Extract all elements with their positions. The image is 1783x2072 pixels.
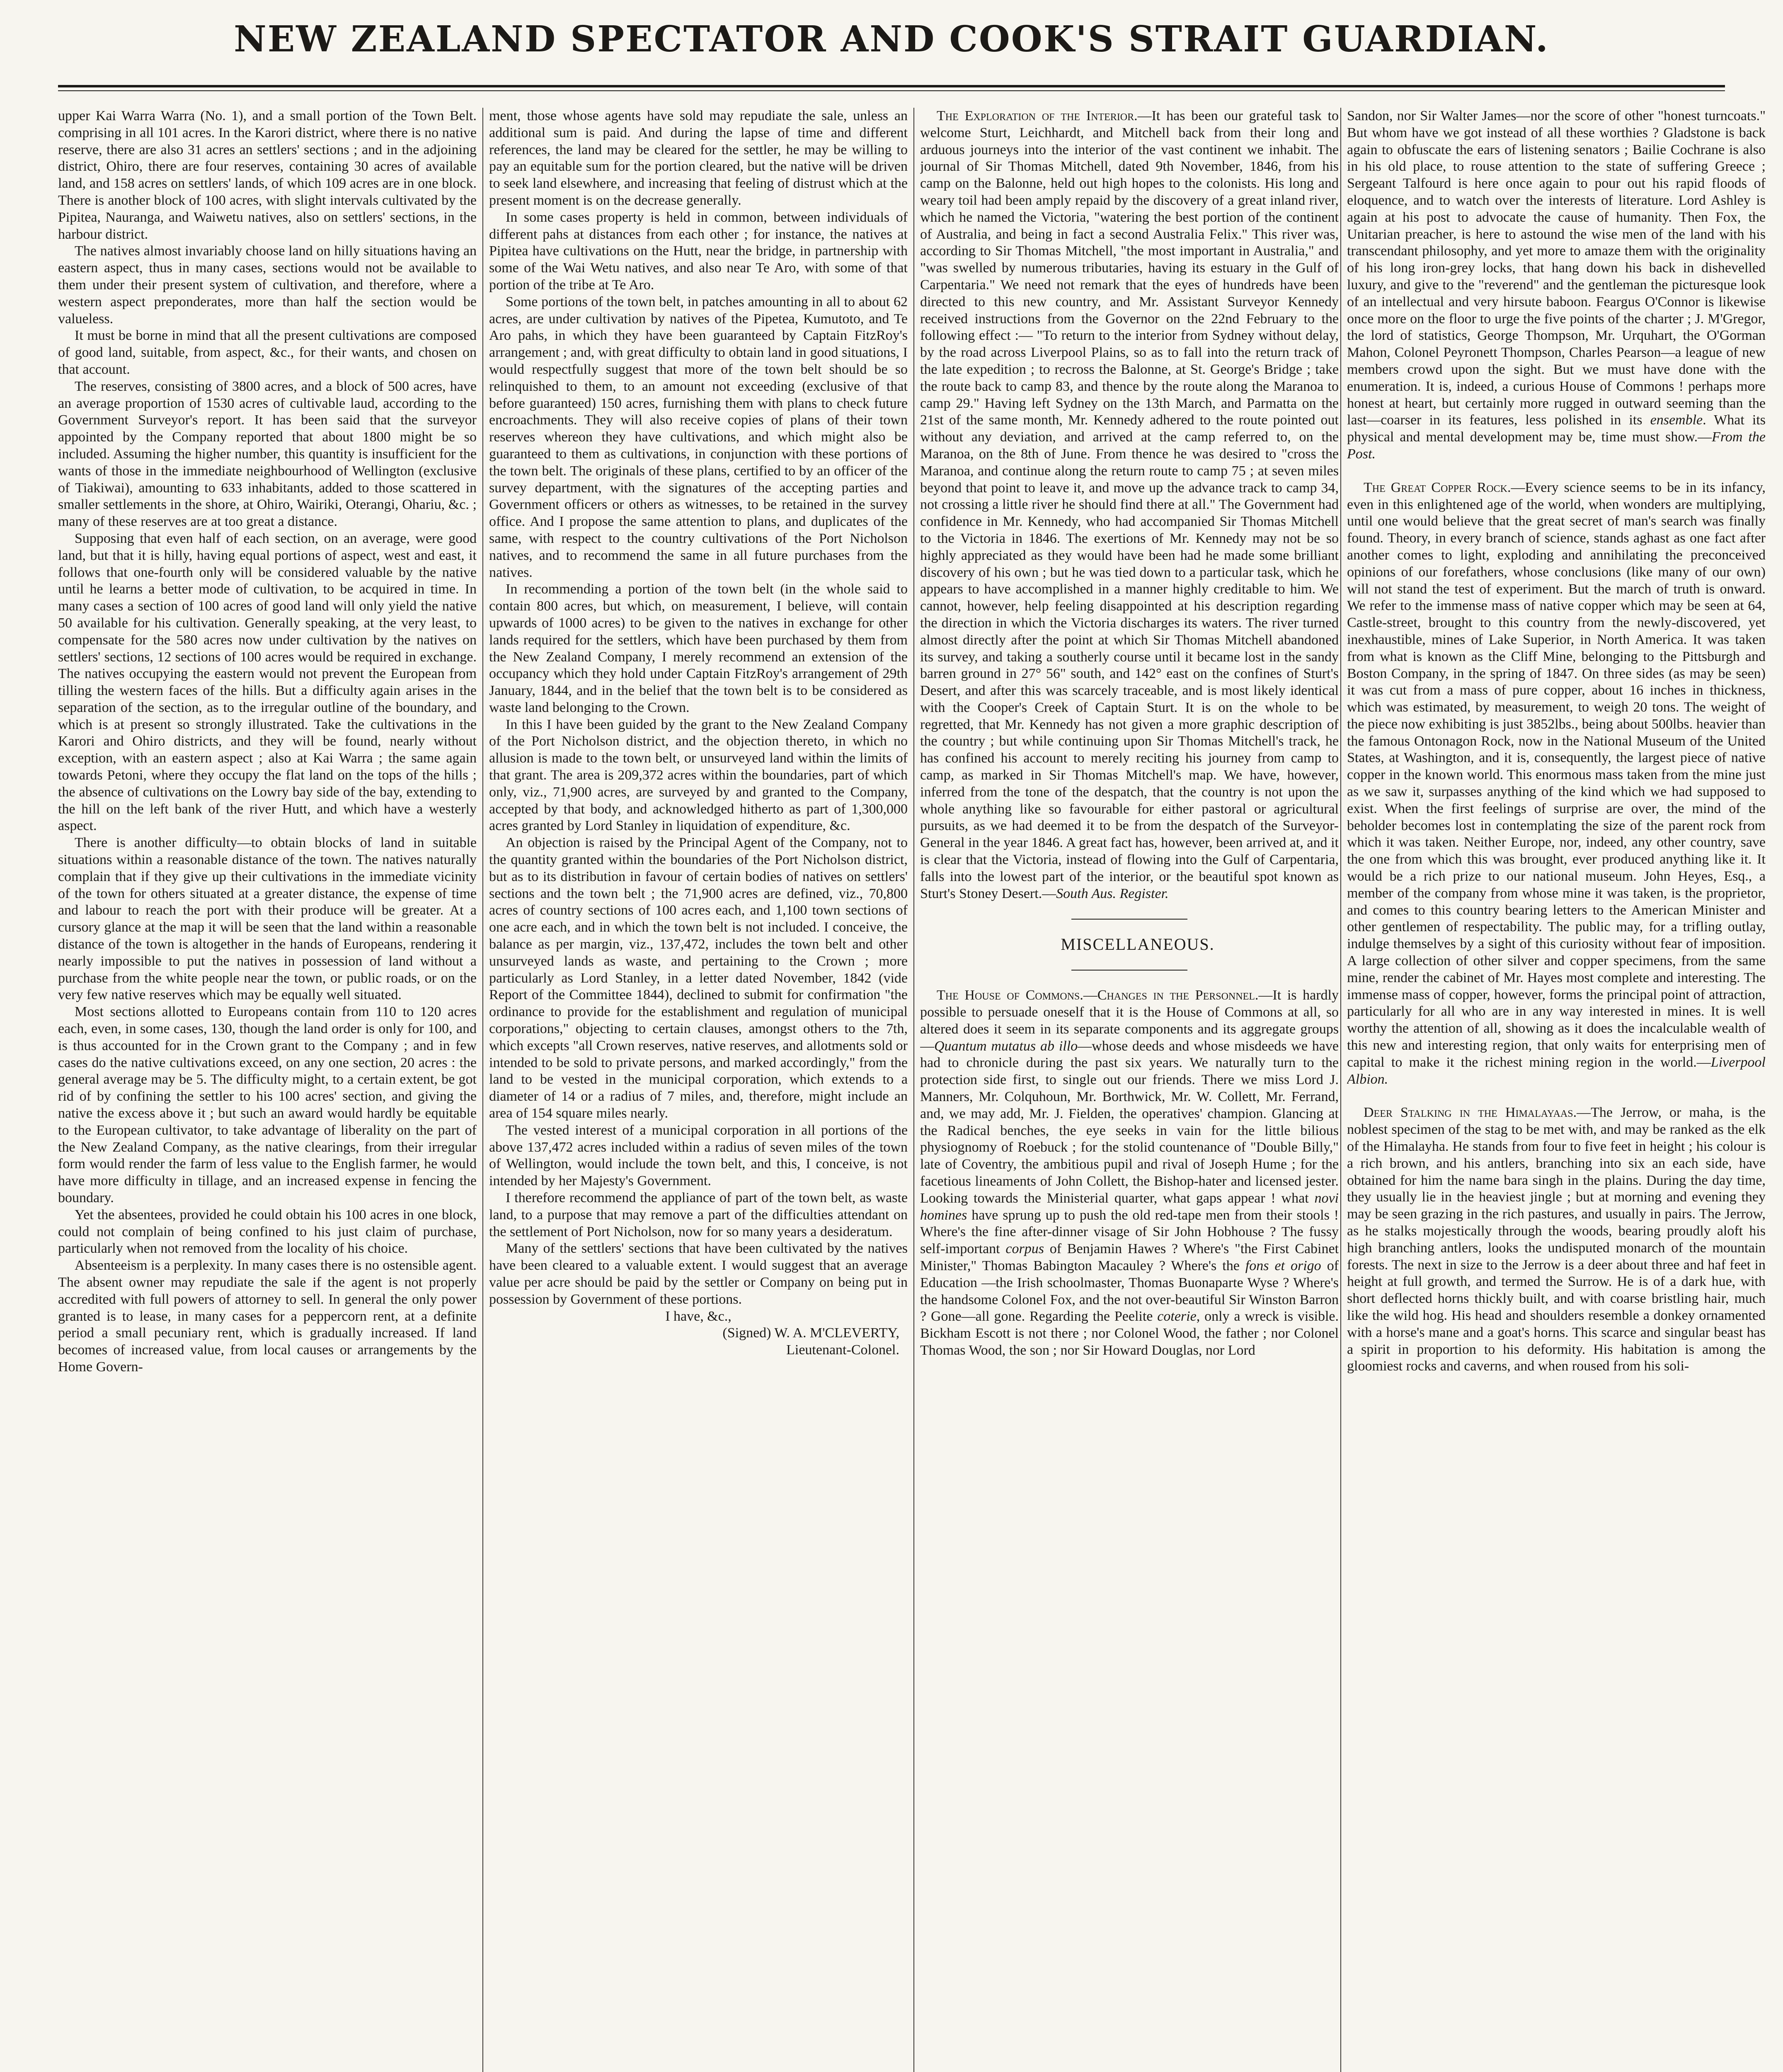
paragraph: Most sections allotted to Europeans contain from 110 to 120 acres each, even, in some cases, 130, though the land order is only for 100, and is thus accounted for in the Crown grant to the Company ; and in few cases do the native cultivations exceed, on any one section, 20 acres : the general average may be 5. The difficulty might, to a certain extent, be got rid of by confining the settler to his 100 acres' section, and giving the native the excess above it ; but such an award would hardly be equitable to the European cultivator, to take advantage of liberality on the part of the New Zealand Company, as the native clearings, from their irregular form would render the farm of less value to the English farmer, he would have more difficulty in tillage, and an increased expense in fencing the boundary. (58, 1004, 477, 1205)
article-source: From the Post. (1347, 429, 1766, 462)
column-divider (482, 108, 483, 2072)
latin-phrase: coterie (1157, 1309, 1197, 1324)
paragraph: Absenteeism is a perplexity. In many cases there is no ostensible agent. The absent owner may repudiate the sale if the agent is not properly accredited with full powers of attorney to sell. In general the only power granted is to lease, in many cases for a peppercorn rent, at a definite period a small pecuniary rent, which is gradually increased. If land becomes of increased value, from local causes or arrangements by the Home Govern- (58, 1258, 477, 1375)
masthead-rule-thin (58, 90, 1725, 91)
article-body: of Benjamin Hawes ? Where's "the First Cabinet Minister," Thomas Babington Macauley ? Where's the (920, 1241, 1339, 1273)
column-divider (913, 108, 914, 2072)
article-body: of Education —the Irish schoolmaster, Thomas Buonaparte Wyse ? Where's the handsome Colonel Fox, and the not over-beautiful Sir Winston Barron ? Gone—all gone. Regarding the Peelite (920, 1258, 1339, 1324)
article-source: South Aus. Register. (1056, 886, 1169, 901)
article-house-of-commons (920, 987, 1339, 1359)
column-3 (920, 108, 1339, 2072)
paragraph: upper Kai Warra Warra (No. 1), and a small portion of the Town Belt. comprising in all 101 acres. In the Karori district, where there is no native reserve, there are also 31 acres an settlers' sections ; and in the adjoining district, Ohiro, there are four reserves, containing 30 acres of available land, and 158 acres on settlers' lands, of which 109 acres are in one block. There is another block of 100 acres, with slight intervals cultivated by the Pipitea, Nauranga, and Waiwetu natives, also on settlers' sections, in the harbour district. (58, 108, 477, 242)
article-heading: The Exploration of the Interior. (937, 108, 1138, 123)
paragraph: In this I have been guided by the grant to the New Zealand Company of the Port Nicholson district, and the objection thereto, in which no allusion is made to the town belt, or unsurveyed land within the limits of that grant. The area is 209,372 acres within the boundaries, part of which only, viz., 71,900 acres, are surveyed by and granted to the Company, accepted by that body, and acknowledged hitherto as part of 1,300,000 acres granted by Lord Stanley in liquidation of expenditure, &c. (489, 716, 908, 834)
paragraph: It must be borne in mind that all the present cultivations are composed of good land, suitable, from aspect, &c., for their wants, and chosen on that account. (58, 328, 477, 377)
paragraph: Some portions of the town belt, in patches amounting in all to about 62 acres, are under cultivation by natives of the Pipetea, Kumutoto, and Te Aro pahs, in which they have been guaranteed by Captain FitzRoy's arrangement ; and, with great difficulty to obtain land in good situations, I would respectfully suggest that more of the town belt should be so relinquished to them, to an amount not exceeding (exclusive of that before guaranteed) 150 acres, furnishing them with plans to check future encroachments. They will also receive copies of plans of their town reserves whereon they have cultivations, and which might also be guaranteed to them as cultivations, in conjunction with these portions of the town belt. The originals of these plans, certified to by an officer of the survey department, with the signatures of the accepting parties and Government officers or others as witnesses, to be retained in the survey office. And I propose the same attention to plans, and duplicates of the same, with respect to the country cultivations of the Port Nicholson natives, and to recommend the same in all future purchases from the natives. (489, 294, 908, 580)
latin-phrase: fons et origo (1245, 1258, 1321, 1273)
spacer (1347, 1088, 1766, 1104)
article-body: —Every science seems to be in its infancy, even in this enlightened age of the world, when wonders are multiplying, until one would believe that the great secret of man's search was finally found. Theory, in every branch of science, stands aghast as one fact after another comes to light, exploding and annihilating the preconceived opinions of our forefathers, whose conclusions (like many of our own) will not stand the test of experiment. But the march of truth is onward. We refer to the immense mass of native copper which may be seen at 64, Castle-street, brought to this country from the newly-discovered, yet inexhaustible, mines of Lake Superior, in North America. It was taken from what is known as the Cliff Mine, belonging to the Pittsburgh and Boston Company, in the spring of 1847. On three sides (as may be seen) it was cut from a mass of pure copper, about 16 inches in thickness, which was estimated, by measurement, to weigh 20 tons. The weight of the piece now exhibiting is just 3852lbs., being about 500lbs. heavier than the famous Ontonagon Rock, now in the National Museum of the United States, at Washington, and it is, consequently, the largest piece of native copper in the known world. This enormous mass taken from the mine just as we saw it, surpasses anything of the kind which we had supposed to exist. When the first feelings of surprise are over, the mind of the beholder becomes lost in contemplating the size of the parent rock from which it was taken. Neither Europe, nor, indeed, any other country, save the one from which this was brought, ever produced anything like it. It would be a rich prize to our national museum. John Heyes, Esq., a member of the company from whose mine it was taken, is the proprietor, and comes to this country bearing letters to the American Minister and other gentlemen of respectability. The public may, for a trifling outlay, indulge themselves by a sight of this curiosity without fear of imposition. A large collection of other silver and copper specimens, from the same mine, render the cabinet of Mr. Hayes most complete and interesting. The immense mass of copper, however, forms the principal point of attraction, particularly for all who are in any way interested in mines. It is well worthy the attention of all, showing as it does the incalculable wealth of this new and interesting region, that only waits for enterprising men of capital to make it the richest mining region in the world.— (1347, 479, 1766, 1070)
section-rule (1071, 970, 1187, 971)
masthead-rule-thick (58, 85, 1725, 87)
latin-phrase: novi homines (920, 1190, 1339, 1223)
paragraph: In some cases property is held in common, between individuals of different pahs at distances from each other ; for instance, the natives at Pipitea have cultivations on the Hutt, near the bridge, in partnership with some of the Wai Wetu natives, and also near Te Aro, with some of that portion of the tribe at Te Aro. (489, 209, 908, 293)
latin-phrase: ensemble (1650, 412, 1703, 428)
article-continuation (1347, 108, 1766, 463)
paragraph: Supposing that even half of each section, on an average, were good land, but that it is hilly, having equal portions of aspect, west and east, it follows that one-fourth only will be considered valuable by the native until he learns a better mode of cultivation, to be acquired in time. In many cases a section of 100 acres of good land will only yield the native 50 available for his cultivation. Generally speaking, at the very least, to compensate for the 580 acres now under cultivation by the natives on settlers' sections, 12 sections of 100 acres would be required in exchange. The natives occupying the eastern would not prevent the European from tilling the western faces of the hills. But a difficulty again arises in the separation of the section, as to the irregular outline of the boundary, and which is at present so strongly illustrated. Take the cultivations in the Karori and Ohiro districts, and they will be found, nearly without exception, with an eastern aspect ; also at Kai Warra ; the same again towards Petoni, where they occupy the flat land on the tops of the hills ; the absence of cultivations on the Lowry bay side of the bay, extending to the hill on the left bank of the river Hutt, and which have a westerly aspect. (58, 530, 477, 834)
letter-closing: I have, &c., (665, 1308, 732, 1324)
signed-name: (Signed) W. A. M'CLEVERTY, (722, 1325, 899, 1341)
article-body: Sandon, nor Sir Walter James—nor the score of other "honest turncoats." But whom have we got instead of all these worthies ? Gladstone is back again to obfuscate the ears of listening senators ; Bailie Cochrane is also in his old place, to rouse attention to the state of suffering Greece ; Sergeant Talfourd is here once again to pour out his rapid floods of eloquence, and to watch over the interests of literature. Lord Ashley is again at his post to advocate the cause of humanity. Then Fox, the Unitarian preacher, is here to astound the wise men of the land with his transcendant philosophy, and yet more to amaze them with the originality of his long iron-grey locks, that hang down his back in dishevelled luxury, and give to the "reverend" and the gentleman the picturesque look of an intellectual and very hirsute baboon. Feargus O'Connor is likewise once more on the floor to urge the five points of the charter ; J. M'Gregor, the lord of statistics, George Thompson, Mr. Urquhart, the O'Gorman Mahon, Colonel Peyronett Thompson, Charles Pearson—a league of new members crowd upon the sight. But we must have done with the enumeration. It is, indeed, a curious House of Commons ! perhaps more honest at heart, but certainly more rugged in outward seeming than the last—coarser in its features, less polished in its (1347, 108, 1766, 428)
article-deer-stalking (1347, 1104, 1766, 1375)
article-body: —It has been our grateful task to welcome Sturt, Leichhardt, and Mitchell back from their long and arduous journeys into the interior of the vast continent we inhabit. The journal of Sir Thomas Mitchell, dated 9th November, 1846, from his camp on the Balonne, held out high hopes to the colonists. His long and weary toil had been amply repaid by the discovery of a great inland river, which he named the Victoria, "watering the best portion of the continent of Australia, and being in fact a second Australia Felix." This river was, according to Sir Thomas Mitchell, "the most important in Australia," and "was swelled by numerous tributaries, having its estuary in the Gulf of Carpentaria." We need not remark that the eyes of hundreds have been directed to this new country, and Mr. Assistant Surveyor Kennedy received instructions from the Governor on the 22nd February to the following effect :— "To return to the interior from Sydney without delay, by the road across Liverpool Plains, so as to fall into the return track of the late expedition ; to recross the Balonne, at St. George's Bridge ; take the route back to camp 83, and thence by the route along the Maranoa to camp 29." Having left Sydney on the 13th March, and Parmatta on the 21st of the same month, Mr. Kennedy adhered to the route pointed out without any deviation, and arrived at the camp referred to, on the Maranoa, on the 8th of June. From thence he was desired to "cross the Maranoa, and continue along the return route to camp 75 ; at seven miles beyond that point to leave it, and move up the advance track to camp 34, not crossing a little river he should find there at all." The Government had confidence in Mr. Kennedy, who had accompanied Sir Thomas Mitchell to the Victoria in 1846. The exertions of Mr. Kennedy may not be so highly appreciated as they would have been had he made some brilliant discovery of his own ; but he was tied down to a particular task, which he appears to have accomplished in a manner highly creditable to him. We cannot, however, help feeling disappointed at his description regarding the direction in which the Victoria discharges its waters. The river turned almost directly after the point at which Sir Thomas Mitchell abandoned its survey, and taking a southerly course until it became lost in the sandy barren ground in 27° 56" south, and 142° east on the confines of Sturt's Desert, and after this was scarcely traceable, and is most likely identical with the Cooper's Creek of Captain Sturt. It is on the whole to be regretted, that Mr. Kennedy has not given a more graphic description of the country ; but while continuing upon Sir Thomas Mitchell's track, he has confined his account to merely reciting his journey from camp to camp, as marked in Sir Thomas Mitchell's map. We have, however, inferred from the tone of the despatch, that the country is not upon the whole anything like so favourable for either pastoral or agricultural pursuits, as we had deemed it to be from the despatch of the Surveyor-General in the year 1846. A great fact has, however, been arrived at, and it is clear that the Victoria, instead of flowing into the Gulf of Carpentaria, falls into the lowest part of the interior, or the beautiful spot known as Sturt's Stoney Desert.— (920, 108, 1339, 901)
article-body: —The Jerrow, or maha, is the noblest specimen of the stag to be met with, and may be ranked as the elk of the Himalayha. He stands from four to five feet in height ; his colour is a rich brown, and his antlers, branching into six an each side, have obtained for him the name bara singh in the plains. During the day time, they usually lie in the heaviest jingle ; but at morning and evening they may be seen grazing in the rich pastures, and usually in pairs. The Jerrow, as he stalks mojestically through the woods, bearing proudly aloft his high branching antlers, looks the undisputed monarch of the mountain forests. The next in size to the Jerrow is a deer about three and haf feet in height at full growth, and termed the Surrow. He is of a dark hue, with short deflected horns thickly built, and with coarse bristling hair, much like the wild hog. His head and shoulders resemble a donkey ornamented with a horse's mane and a goat's horns. This scarce and singular beast has a spirit in proportion to his deformity. His habitation is among the gloomiest rocks and caverns, and when roused from his soli- (1347, 1105, 1766, 1374)
article-body: . What its physical and mental development may be, time must show.— (1347, 412, 1766, 445)
column-4 (1347, 108, 1766, 2072)
paragraph: Yet the absentees, provided he could obtain his 100 acres in one block, could not complain of being confined to his just claim of purchase, particularly when not removed from the locality of his choice. (58, 1207, 477, 1256)
paragraph: Many of the settlers' sections that have been cultivated by the natives have been cleared to a valuable extent. I would suggest that an average value per acre should be paid by the settler or Company on being put in possession by Government of these portions. (489, 1241, 908, 1307)
spacer (1347, 463, 1766, 479)
article-heading: The House of Commons.—Changes in the Personnel. (937, 988, 1259, 1003)
signed-rank: Lieutenant-Colonel. (786, 1342, 899, 1358)
section-title: MISCELLANEOUS. (1061, 935, 1215, 954)
article-body: , only a wreck is visible. Bickham Escott is not there ; nor Colonel Wood, the father ; nor Colonel Thomas Wood, the son ; nor Sir Howard Douglas, nor Lord (920, 1309, 1339, 1358)
article-body: —It is hardly possible to persuade oneself that it is the House of Commons at all, so altered does it seem in its separate components and its aggregate groups — (920, 988, 1339, 1054)
paragraph: The vested interest of a municipal corporation in all portions of the above 137,472 acres included within a radius of seven miles of the town of Wellington, would include the town belt, and this, I conceive, is not intended by her Majesty's Government. (489, 1122, 908, 1189)
article-source: Liverpool Albion. (1347, 1054, 1766, 1087)
article-heading: The Great Copper Rock. (1364, 479, 1511, 495)
column-2 (489, 108, 908, 2072)
paragraph: The reserves, consisting of 3800 acres, and a block of 500 acres, have an average proportion of 1530 acres of cultivable laud, according to the Government Surveyor's report. It has been said that the surveyor appointed by the Company reported that about 1800 might be so included. Assuming the higher number, this quantity is insufficient for the wants of those in the immediate neighbourhood of Wellington (exclusive of Tiakiwai), amounting to 633 inhabitants, added to those scattered in smaller settlements in the shore, at Ohiro, Wairiki, Oterangi, Ohariu, &c. ; many of these reserves are at too great a distance. (58, 378, 477, 530)
paragraph: The natives almost invariably choose land on hilly situations having an eastern aspect, thus in many cases, sections would not be available to them under their present system of cultivation, and therefore, where a western aspect preponderates, more than half the section would be valueless. (58, 243, 477, 327)
latin-phrase: Quantum mutatus ab illo (934, 1038, 1078, 1054)
paragraph: I therefore recommend the appliance of part of the town belt, as waste land, to a purpose that may remove a part of the difficulties attendant on the settlement of Port Nicholson, now for so many years a desideratum. (489, 1190, 908, 1239)
letter-signature (489, 1325, 908, 1359)
paragraph: In recommending a portion of the town belt (in the whole said to contain 800 acres, but which, on measurement, I believe, will contain upwards of 1000 acres) to be given to the natives in exchange for other lands required for the settlers, which have been purchased by them from the New Zealand Company, I merely recommend an extension of the occupancy which they hold under Captain FitzRoy's arrangement of 29th January, 1844, and in the belief that the town belt is to be considered as waste land belonging to the Crown. (489, 581, 908, 715)
article-body: have sprung up to push the old red-tape men from their stools ! Where's the fine after-dinner visage of Sir John Hobhouse ? The fussy self-important (920, 1207, 1339, 1257)
section-rule (1071, 919, 1187, 920)
paragraph: ment, those whose agents have sold may repudiate the sale, unless an additional sum is paid. And during the lapse of time and different references, the land may be cleared for the settler, he may be willing to pay an equitable sum for the portion cleared, but the native will be driven to seek land elsewhere, and increasing that feeling of distrust which at the present moment is on the decrease generally. (489, 108, 908, 208)
article-copper-rock (1347, 479, 1766, 1088)
latin-phrase: corpus (1005, 1241, 1044, 1257)
article-exploration (920, 108, 1339, 902)
column-1 (58, 108, 477, 2072)
paragraph: There is another difficulty—to obtain blocks of land in suitable situations within a reasonable distance of the town. The natives naturally complain that if they give up their cultivations in the immediate vicinity of the town for others situated at a greater distance, the expense of time and labour to reach the port with their produce will be greater. At a cursory glance at the map it will be seen that the land within a reasonable distance of the town is altogether in the hands of Europeans, rendering it nearly impossible to put the natives in possession of land without a purchase from the white people near the town, or public roads, or on the very few native reserves which may be equally well situated. (58, 835, 477, 1003)
article-body: —whose deeds and whose misdeeds we have had to chronicle during the past six years. We naturally turn to the protection side first, to single out our friends. There we miss Lord J. Manners, Mr. Colquhoun, Mr. Borthwick, Mr. W. Collett, Mr. Ferrand, and, we may add, Mr. J. Fielden, the operatives' champion. Glancing at the Radical benches, the eye seeks in vain for the little bilious physiognomy of Roebuck ; for the stolid countenance of "Double Billy," late of Coventry, the ambitious pupil and rival of Joseph Hume ; for the facetious lineaments of John Collett, the Bishop-hater and licensed jester. Looking towards the Ministerial quarter, what gaps appear ! what (920, 1038, 1339, 1206)
masthead-title: NEW ZEALAND SPECTATOR AND COOK'S STRAIT GUARDIAN. (234, 18, 1549, 60)
paragraph: An objection is raised by the Principal Agent of the Company, not to the quantity granted within the boundaries of the Port Nicholson district, but as to its distribution in favour of certain bodies of natives on settlers' sections and the town belt ; the 71,900 acres are defined, viz., 70,800 acres of country sections of 100 acres each, and 1,100 town sections of one acre each, and in which the town belt is not included. I conceive, the balance as per margin, viz., 137,472, includes the town belt and other unsurveyed lands as waste, and pertaining to the Crown ; more particularly as Lord Stanley, in a letter dated November, 1842 (vide Report of the Committee 1844), declined to submit for confirmation "the ordinance to provide for the establishment and regulation of municipal corporations," objecting to certain clauses, amongst others to the 7th, which excepts "all Crown reserves, native reserves, and allotments sold or intended to be sold to private persons, and marked accordingly," from the land to be vested in the municipal corporation, which extends to a diameter of 14 or a radius of 7 miles, and, therefore, might include an area of 154 square miles nearly. (489, 835, 908, 1121)
column-divider (1340, 108, 1341, 2072)
article-heading: Deer Stalking in the Himalayaas. (1364, 1105, 1577, 1121)
